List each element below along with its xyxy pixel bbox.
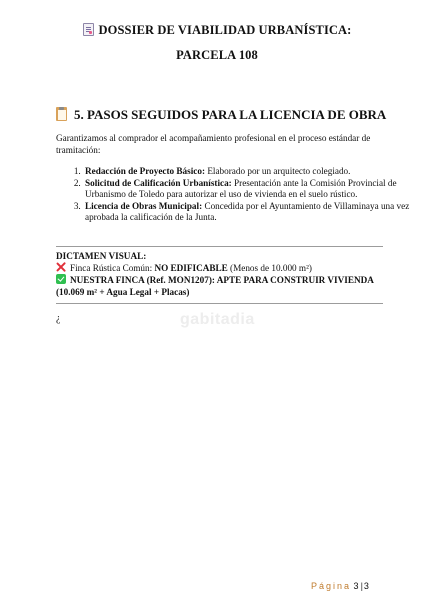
divider-bottom bbox=[56, 303, 383, 304]
dictamen-title bbox=[56, 250, 386, 262]
clipboard-icon bbox=[56, 107, 67, 121]
stray-character: ¿ bbox=[56, 313, 61, 324]
step-text: Presentación ante la Comisión Provincial de Urbanismo de Toledo para autorizar el uso de vivienda en el suelo rústico. bbox=[85, 177, 397, 199]
steps-list bbox=[56, 166, 413, 224]
row2-bold: NUESTRA FINCA (Ref. MON1207): APTE PARA CONSTRUIR VIVIENDA (10.069 m² + Agua Legal + Placas) bbox=[56, 275, 374, 297]
footer-separator: | bbox=[360, 581, 363, 591]
dictamen-row-ours bbox=[56, 274, 386, 298]
row1-bold: NO EDIFICABLE bbox=[154, 263, 228, 273]
step-text: Concedida por el Ayuntamiento de Villaminaya una vez aprobada la calificación de la Junta. bbox=[85, 200, 410, 222]
list-item bbox=[83, 166, 413, 178]
dictamen-title-text: DICTAMEN VISUAL: bbox=[56, 251, 147, 261]
step-text: Elaborado por un arquitecto colegiado. bbox=[205, 166, 351, 176]
page-footer bbox=[311, 581, 369, 591]
step-label: Licencia de Obras Municipal: bbox=[85, 200, 203, 211]
document-title-line-1 bbox=[0, 23, 434, 38]
divider-top bbox=[56, 246, 383, 247]
dictamen-row-common bbox=[56, 262, 386, 274]
footer-page-total: 3 bbox=[363, 581, 369, 591]
dictamen-box bbox=[56, 250, 386, 298]
row1-prefix: Finca Rústica Común: bbox=[70, 263, 155, 273]
section-heading-text: 5. PASOS SEGUIDOS PARA LA LICENCIA DE OBRA bbox=[74, 107, 387, 122]
list-item bbox=[83, 201, 413, 224]
section-intro: Garantizamos al comprador el acompañamiento profesional en el proceso estándar de tramitación: bbox=[56, 133, 371, 155]
list-item bbox=[83, 178, 413, 201]
watermark: gabitadia bbox=[180, 311, 255, 328]
footer-page-word: Página bbox=[311, 581, 352, 591]
footer-page-number: 3 bbox=[353, 581, 359, 591]
step-label: Redacción de Proyecto Básico: bbox=[85, 166, 206, 176]
document-title-line-2: PARCELA 108 bbox=[176, 48, 258, 62]
row1-suffix: (Menos de 10.000 m²) bbox=[227, 263, 312, 273]
document-title-text: DOSSIER DE VIABILIDAD URBANÍSTICA: bbox=[98, 23, 352, 37]
section-heading bbox=[56, 107, 386, 123]
step-label: Solicitud de Calificación Urbanística: bbox=[85, 177, 232, 188]
cross-mark-icon bbox=[56, 262, 66, 272]
check-mark-icon bbox=[56, 274, 66, 284]
page-facing-up-icon bbox=[83, 23, 94, 36]
